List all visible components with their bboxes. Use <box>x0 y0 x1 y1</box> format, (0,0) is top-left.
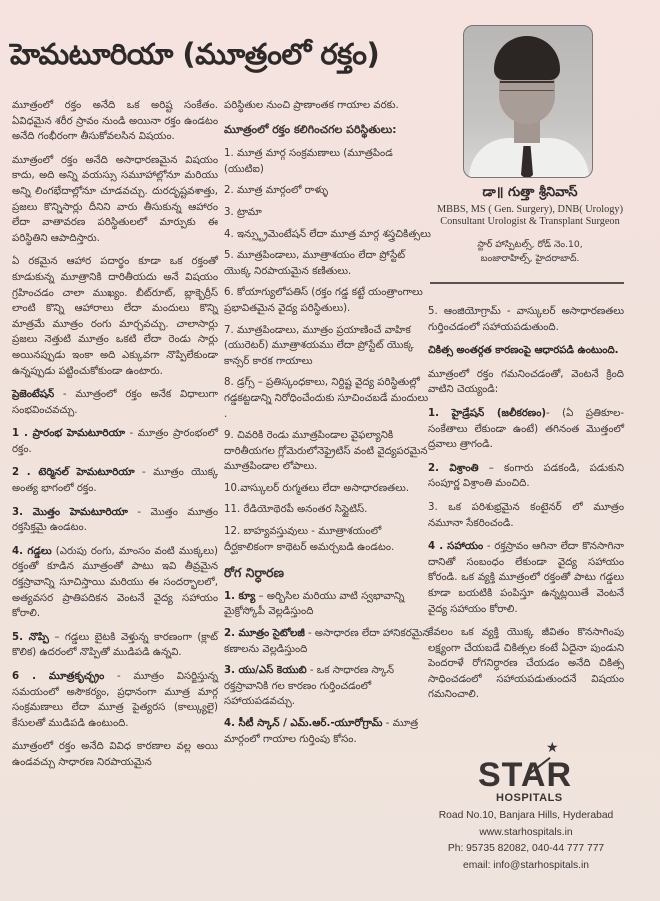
article-title: హెమటూరియా (మూత్రంలో రక్తం) <box>10 37 380 71</box>
list-item: 3. ఒక పరిశుభ్రమైన కంటైనర్ లో మూత్రం నమూనా సేకరించండి. <box>428 501 624 529</box>
list-item: 8. డ్రగ్స్ – ప్రతిస్కంధకాలు, నిర్దిష్ట వైద్య పరిస్థితుల్లో గడ్డకట్టడాన్ని నిరోధించేందుకు సూచించబడే మందులు . <box>224 377 429 420</box>
list-item: 3. యు/ఎస్ కెయుబి - ఒక సాధారణ స్కాన్ రక్తస్రావానికి గల కారణం గుర్తించడంలో సహాయపడవచ్చు. <box>224 665 395 708</box>
star-hospitals-logo <box>478 740 588 808</box>
hospital-website[interactable]: www.starhospitals.in <box>479 826 573 838</box>
list-item: 1. క్యూ – అర్బిసిల మరియు వాటి స్వభావాన్ని మైక్రోస్కోపీ వెల్లడిస్తుంది <box>224 590 405 618</box>
list-item: 5. ఆంజియోగ్రామ్ - వాస్కులర్ అసాధారణతలు గుర్తించడంలో సహాయపడుతుంది. <box>428 306 624 333</box>
list-item: 6 . మూత్రకృచ్ఛ్రం - మూత్రం విసర్జిస్తున్న సమయంలో అసౌకర్యం, ప్రధానంగా మూత్ర మార్గ సంక్రమణాలు లేదా మూత్ర పైత్యరస (కాల్క్యులై) కేసులతో ముడిపడి ఉంటుంది. <box>12 671 218 729</box>
list-item: 5. నొప్పి – గడ్డలు బైటకి వెళ్తున్న కారణంగా (క్లాట్ కొలిక) ఉదరంలో నొప్పితో ముడిపడి ఉన్నవి. <box>12 631 218 659</box>
hospital-contact <box>428 808 624 874</box>
doctor-photo <box>463 25 593 178</box>
column-2 <box>224 98 432 753</box>
list-item: 6. కోయాగ్యులోపతిస్ (రక్తం గడ్డ కట్టే యంత్రాంగాలు ప్రభావితమైన వైద్య పరిస్థితులు). <box>224 287 423 314</box>
list-item: 4 . సహాయం - రక్తస్రావం ఆగినా లేదా కొనసాగినా దానితో సంబంధం లేకుండా వైద్య సహాయం కోరండి. ఒక వ్యక్తి మూత్రంలో రక్తంతో పాటు గడ్డలు కూడా బయటికి పంపిస్తూ ఉన్నట్లయితే వెంటనే వైద్య సహాయం కోరాలి. <box>428 541 624 615</box>
conditions-heading: మూత్రంలో రక్తం కలిగించగల పరిస్థితులు: <box>224 122 397 136</box>
presentation-heading: ప్రెజెంటేషన్ <box>12 389 55 401</box>
list-item: 1 . ప్రారంభ హెమటూరియా - మూత్రం ప్రారంభంలో రక్తం. <box>12 428 218 455</box>
treatment-heading: చికిత్స అంతర్గత కారణంపై ఆధారపడి ఉంటుంది. <box>428 345 619 357</box>
list-item: 1. మూత్ర మార్గ సంక్రమణాలు (మూత్రపిండ (యుటిఐ) <box>224 148 393 175</box>
list-item: 3. మొత్తం హెమటూరియా - మొత్తం మూత్రం రక్తసిక్తమై ఉండటం. <box>12 506 218 534</box>
column-1 <box>12 98 218 779</box>
star-icon: ★ <box>546 740 559 756</box>
paragraph: కేవలం ఒక వ్యక్తి యొక్క జీవితం కొనసాగింపు లక్ష్యంగా చేయబడే చికిత్సల కంటే ఏదైనా పుండుని పెందరాళే రోగనిర్ధారణ చేయడం అనేది చికిత్స సాధించడంలో సహాయపడుతుందనే విషయం గమనించాలి. <box>428 627 624 701</box>
doctor-name: డా॥ గుత్తా శ్రీనివాస్ <box>482 185 578 200</box>
list-item: 2. మూత్రం సైటోలజీ - అసాధారణ లేదా హానికరమైన కణాలను వెల్లడిస్తుంది <box>224 628 430 655</box>
list-item: 11. రేడియోథెరపీ అనంతర సిస్టైటిస్. <box>224 504 368 516</box>
doctor-qualifications: MBBS, MS ( Gen. Surgery), DNB( Urology) <box>436 204 623 215</box>
list-item: 1. హైడ్రేషన్ (జలీకరణం)- (ఏ ప్రతికూల-సంకేతాలు లేకుండా ఉంటే) తగినంత మొత్తంలో ద్రవాలు త్రాగండి. <box>428 407 624 451</box>
list-item: 4. సీటీ స్కాన్ / ఎమ్.ఆర్.-యూరోగ్రామ్ - మూత్ర మార్గంలో గాయాల గుర్తింపు కోసం. <box>224 718 419 745</box>
list-item: 5. మూత్రపిండాలు, మూత్రాశయం లేదా ప్రోస్టేట్ యొక్క నిరపాయమైన కణితులు. <box>224 250 406 277</box>
list-item: 2. మూత్ర మార్గంలో రాళ్ళు <box>224 185 329 197</box>
list-item: 2. విశ్రాంతి – కంగారు పడకండి, పడుకుని సంపూర్ణ విశ్రాంతి మంచిది. <box>428 462 624 490</box>
list-item: 7. మూత్రపిండాలు, మూత్రం ప్రయాణించే వాహిక (యురెటర్) మూత్రాశయము లేదా ప్రోస్టేట్ యొక్క కాన్సర్ కారక గాయాలు <box>224 324 414 367</box>
hospital-email[interactable]: email: info@starhospitals.in <box>462 859 590 871</box>
presentation-intro: ప్రెజెంటేషన్ - మూత్రంలో రక్తం అనేక విధాలుగా సంభవించవచ్చు. <box>12 389 218 416</box>
paragraph: మూత్రంలో రక్తం గమనించడంతో, వెంటనే క్రింది వాటిని చెయ్యండి: <box>428 368 624 396</box>
doctor-address: స్టార్ హాస్పిటల్స్, రోడ్ నెం.10, బంజారాహిల్స్, హైదరాబాద్. <box>477 239 583 264</box>
list-item: 2 . టెర్మినల్ హెమటూరియా - మూత్రం యొక్క అంత్య భాగంలో రక్తం. <box>12 467 218 495</box>
list-item: 12. బాహ్యవస్తువులు - మూత్రాశయంలో దీర్ఘకాలికంగా కాథెటర్ అమర్చబడి ఉండటం. <box>224 526 395 553</box>
list-item: 4. ఇన్స్ట్రుమెంటేషన్ లేదా మూత్ర మార్గ శస్త్రచికిత్సలు <box>224 228 431 240</box>
column-3 <box>428 304 624 711</box>
list-item: 10.వాస్కులర్ రుగ్మతలు లేదా అసాధారణతలు. <box>224 482 410 494</box>
logo-word: STAR <box>478 756 573 794</box>
paragraph: ఏ రకమైన ఆహార పదార్థం కూడా ఒక రక్తంతో కూడుకున్న మూత్రానికి దారితీయదు అనే విషయం గ్రహించడం చాలా ముఖ్యం. బీట్‌రూట్, బ్లాక్బెర్రీస్ లాంటి కొన్ని ఆహారాలు లేదా మందులు కొన్ని మాత్రమే మూత్రం రంగు మార్చవచ్చు. చాలాసార్లు ప్రజలు నెత్తుటి మూత్రం ఒకటి లేదా రెండు సార్లు అయినప్పుడు ఇంకా అది ఎక్కువగా నొప్పిలేకుండా ఉన్నప్పుడు పట్టించుకోకుండా ఉంటారు. <box>12 256 218 377</box>
paragraph: పరిస్థితుల నుంచి ప్రాణాంతక గాయాల వరకు. <box>224 100 399 111</box>
list-item: 9. చివరికి రెండు మూత్రపిండాల వైఫల్యానికి దారితీయగల గ్లోమెరులోనెఫ్రైటిస్ వంటి వైద్యపరమైన మూత్రపిండాల లోపాలు. <box>224 430 428 473</box>
paragraph: మూత్రంలో రక్తం అనేది వివిధ కారణాల వల్ల అయి ఉండవచ్చు సాధారణ నిరపాయమైన <box>12 741 218 768</box>
doctor-credentials <box>420 204 640 228</box>
diagnosis-heading: రోగ నిర్ధారణ <box>224 565 284 581</box>
paragraph: మూత్రంలో రక్తం అనేది ఒక అరిష్ట సంకేతం. ఏవిధమైన శరీర స్రావం నుండి అయినా రక్తం ఉండటం అనేది గంభీరంగా తీసుకోవలసిన విషయం. <box>12 100 218 143</box>
doctor-designation: Consultant Urologist & Transplant Surgeon <box>440 216 620 227</box>
divider <box>430 282 624 284</box>
hospital-phone: Ph: 95735 82082, 040-44 777 777 <box>447 843 605 854</box>
list-item: 4. గడ్డలు (ఎరుపు రంగు, మాంసం వంటి ముక్కలు) రక్తంతో కూడిన మూత్రంతో పాటు ఇవి తీవ్రమైన రక్తస్రావాన్ని సూచిస్తాయి మరియు ఈ సందర్భాలలో, అత్యవసర ప్రాతిపదికన వెంటనే వైద్య సహాయం కోరాలి. <box>12 545 218 620</box>
list-item: 3. ట్రామా <box>224 206 262 218</box>
paragraph: మూత్రంలో రక్తం అనేది అసాధారణమైన విషయం కాదు, అది అన్ని వయస్సు సమూహాల్లోనూ మరియు అన్ని లింగభేదాల్లోనూ చూడవచ్చు. దురదృష్టవశాత్తు, ప్రజలు కొన్నిసార్లు దీనిని వారు తీసుకున్న ఆహారం లేదా వాతావరణ పరిస్థితులలో మార్పుకు ఈ పరిస్థితిని ఆపాదిస్తారు. <box>12 154 218 244</box>
logo-subtitle: HOSPITALS <box>496 792 563 804</box>
hospital-address: Road No.10, Banjara Hills, Hyderabad <box>438 810 614 821</box>
